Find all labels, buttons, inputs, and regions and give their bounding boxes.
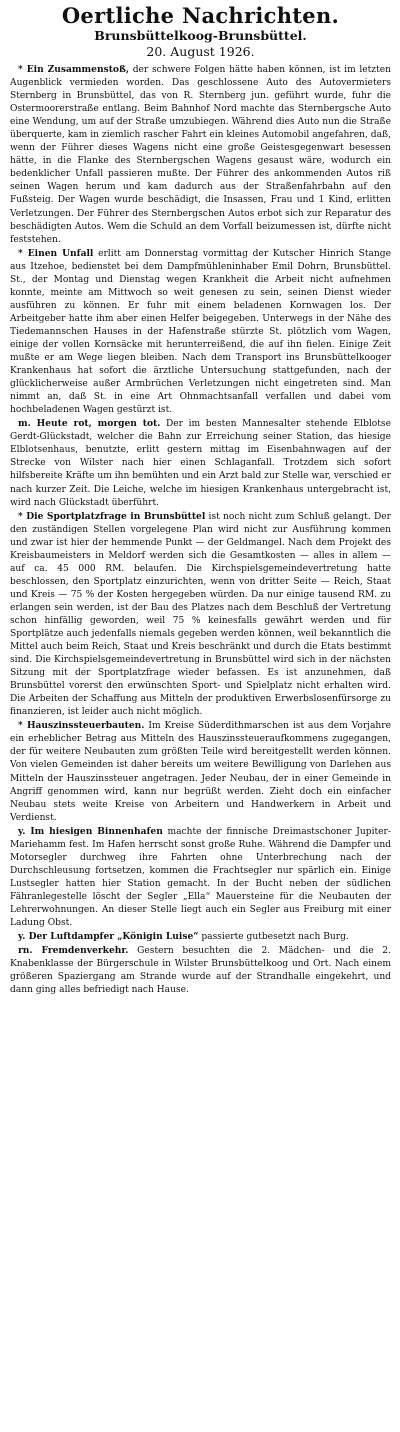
article-body: Der im besten Mannesalter stehende Elblotse Gerdt-Glückstadt, welcher die Bahn zur Erreichung seiner Station, das hiesige Elblotsenhaus, benutzte, erlitt gestern mittag im Eisenbahnwagen auf der Strecke von Wilster nach hier einen Schlaganfall. Trotzdem sich sofort hilfsbereite Kräfte um ihn bemühten und ein Arzt bald zur Stelle war, verschied er nach kurzer Zeit. Die Leiche, welche im hiesigen Krankenhaus untergebracht ist, wird nach Glückstadt überführt. [10, 419, 391, 508]
article-fremdenverkehr [10, 944, 391, 997]
masthead [10, 4, 391, 60]
section-title: Oertliche Nachrichten. [61, 3, 340, 28]
article-lead: m. Heute rot, morgen tot. [18, 418, 161, 430]
article-lead: * Die Sportplatzfrage in Brunsbüttel [18, 510, 206, 522]
article-body: Gestern besuchten die 2. Mädchen- und die 2. Knabenklasse der Bürgerschule in Wilster Brunsbüttelkoog und Ort. Nach einem größeren Spaziergang am Strande wurde auf der Strandhalle eingekehrt, und dann ging alles befriedigt nach Hause. [10, 946, 391, 996]
article-body: Im Kreise Süderdithmarschen ist aus dem Vorjahre ein erheblicher Betrag aus Mitteln des Hauszinssteueraufkommens zugegangen, der für weitere Neubauten zum größten Teile wird bereitgestellt werden können. Von vielen Gemeinden ist daher bereits um weitere Bewilligung von Darlehen aus Mitteln der Hauszinssteuer angetragen. Jeder Neubau, der in einer Gemeinde in Angriff genommen wird, kann nur begrüßt werden. Zieht doch ein einfacher Neubau stets weite Kreise von Arbeitern und Handwerkern in Arbeit und Verdienst. [10, 721, 391, 823]
article-body: der schwere Folgen hätte haben können, ist im letzten Augenblick vermieden worden. Das geschlossene Auto des Autovermieters Sternberg in Brunsbüttel, das von R. Sternberg jun. geführt wurde, fuhr die Ostermoorerstraße entlang. Beim Bahnhof Nord machte das Sternbergsche Auto eine Wendung, um auf der Straße umzubiegen. Während dies Auto nun die Straße überquerte, kam in ziemlich rascher Fahrt ein kleines Automobil angefahren, daß, wenn der Führer dieses Wagens nicht eine große Geistesgegenwart besessen hätte, in die Flanke des Sternbergschen Wagens gesaust wäre, wodurch ein bedenklicher Unfall passieren mußte. Der Führer des ankommenden Autos riß seinen Wagen herum und kam dadurch aus der Straßenfahrbahn auf den Fußsteig. Der Wagen wurde beschädigt, die Insassen, Frau und 1 Kind, erlitten Verletzungen. Der Führer des Sternbergschen Autos erbot sich zur Reparatur des beschädigten Autos. Wem die Schuld an dem Vorfall beizumessen ist, dürfte nicht feststehen. [10, 65, 391, 245]
article-list [10, 63, 391, 997]
article-hauszinssteuer [10, 719, 391, 824]
article-binnenhafen [10, 825, 391, 930]
section-subtitle: Brunsbüttelkoog-Brunsbüttel. [94, 28, 307, 43]
article-lead: rn. Fremdenverkehr. [18, 945, 129, 957]
article-lead: * Ein Zusammenstoß, [18, 64, 130, 75]
article-body: machte der finnische Dreimastschoner Jupiter-Mariehamm fest. Im Hafen herrscht sonst große Ruhe. Während die Dampfer und Motorsegler durchweg ihre Fahrten ohne Unterbrechung nach der Durchschleusung fortsetzen, kommen die Frachtsegler nur spärlich ein. Einige Lustsegler hatten hier Station gemacht. In der Bucht neben der südlichen Fähranlegestelle löscht der Segler „Ella“ Mauersteine für die Neubauten der Lehrerwohnungen. An dieser Stelle liegt auch ein Segler aus Freiburg mit einer Ladung Obst. [10, 826, 391, 929]
article-lead: * Einen Unfall [18, 247, 94, 259]
article-body: ist noch nicht zum Schluß gelangt. Der den zuständigen Stellen vorgelegene Plan wird nicht zur Ausführung kommen und zwar ist hier der hemmende Punkt — der Geldmangel. Nach dem Projekt des Kreisbaumeisters in Meldorf werden sich die Gesamtkosten — alles in allem — auf ca. 45 000 RM. belaufen. Die Kirchspielsgemeindevertretung hatte beschlossen, den Sportplatz einzurichten, wenn von dritter Seite — Reich, Staat und Kreis — 75 % der Kosten hergegeben würden. Da nur einige tausend RM. zu erlangen sein werden, ist der Bau des Platzes nach dem Beschluß der Vertretung schon hinfällig geworden, weil 75 % keinesfalls gewährt werden und für Sportplätze auch jedenfalls niemals gegeben werden können, weil bekanntlich die Mittel auch beim Reich, Staat und Kreis beschränkt und durch die Etats bestimmt sind. Die Kirchspielsgemeindevertretung in Brunsbüttel wird sich in der nächsten Sitzung mit der Sportplatzfrage wieder befassen. Es ist anzunehmen, daß Brunsbüttel vorerst den erwünschten Sport- und Spielplatz nicht erhalten wird. Die Arbeiten der Schaffung aus Mitteln der produktiven Erwerbslosenfürsorge zu finanzieren, ist leider auch nicht möglich. [10, 511, 391, 718]
article-body: passierte gutbesetzt nach Burg. [198, 932, 349, 943]
article-body: erlitt am Donnerstag vormittag der Kutscher Hinrich Stange aus Itzehoe, bedienstet bei dem Dampfmühleninhaber Emil Dohrn, Brunsbüttel. St., der Montag und Dienstag wegen Krankheit die Arbeit nicht aufnehmen konnte, meinte am Mittwoch so weit genesen zu sein, seinen Dienst wieder ausführen zu können. Er fuhr mit einem beladenen Kornwagen los. Der Arbeitgeber hatte ihm aber einen Helfer beigegeben. Unterwegs in der Nähe des Tiedemannschen Hauses in der Hafenstraße stürzte St. plötzlich vom Wagen, einige der vollen Kornsäcke mit herunterreißend, die auf ihn fielen. Einige Zeit mußte er am Wege liegen bleiben. Nach dem Transport ins Brunsbüttelkooger Krankenhaus hat sofort die ärztliche Untersuchung stattgefunden, nach der glücklicherweise außer Armbrüchen Verletzungen nicht eingetreten sind. Man nimmt an, daß St. in eine Art Ohnmachtsanfall verfallen und dabei vom hochbeladenen Wagen gestürzt ist. [10, 248, 391, 416]
article-obituary [10, 417, 391, 509]
article-sportplatz [10, 510, 391, 720]
article-lead: y. Im hiesigen Binnenhafen [18, 825, 163, 837]
dateline: 20. August 1926. [146, 44, 255, 59]
article-accident [10, 247, 391, 418]
article-lead: y. Der Luftdampfer „Königin Luise“ [18, 931, 199, 943]
article-luftdampfer [10, 930, 391, 944]
article-collision [10, 63, 391, 247]
article-lead: * Hauszinssteuerbauten. [18, 720, 145, 732]
